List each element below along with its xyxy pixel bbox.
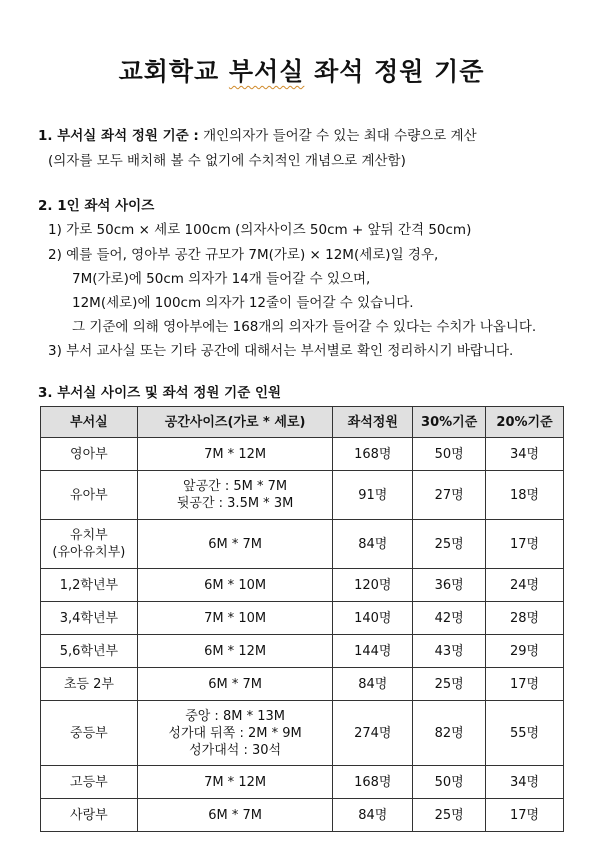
title-part2: 부서실: [228, 57, 305, 86]
cell-20pct: 24명: [486, 569, 564, 602]
cell-size: 6M * 7M: [137, 668, 333, 701]
seat-capacity-table: [40, 406, 564, 832]
cell-dept: 고등부: [41, 766, 138, 799]
cell-20pct: 17명: [486, 668, 564, 701]
cell-20pct: 34명: [486, 438, 564, 471]
cell-size: 7M * 12M: [137, 438, 333, 471]
section1-heading: 1. 부서실 좌석 정원 기준 :: [38, 128, 199, 144]
cell-size-line: 성가대 뒤쪽 : 2M * 9M: [168, 725, 302, 741]
cell-dept-line: (유아유치부): [52, 545, 126, 560]
section2-line1: 1) 가로 50cm × 세로 100cm (의자사이즈 50cm + 앞뒤 간격 50cm): [48, 222, 472, 238]
cell-size-line: 성가대석 : 30석: [189, 742, 282, 758]
section2-line3: 7M(가로)에 50cm 의자가 14개 들어갈 수 있으며,: [72, 271, 371, 287]
table-row: [41, 520, 564, 569]
cell-seats: 274명: [333, 701, 413, 766]
section2-line6: 3) 부서 교사실 또는 기타 공간에 대해서는 부서별로 확인 정리하시기 바랍니다.: [48, 343, 514, 359]
cell-20pct: 28명: [486, 602, 564, 635]
section2-heading: 2. 1인 좌석 사이즈: [38, 198, 155, 214]
cell-size: 7M * 10M: [137, 602, 333, 635]
table-row: [41, 602, 564, 635]
cell-size-line: 중앙 : 8M * 13M: [185, 708, 285, 724]
cell-size: 6M * 7M: [137, 799, 333, 832]
cell-30pct: 50명: [413, 766, 486, 799]
table-header-row: [41, 407, 564, 438]
cell-dept: 사랑부: [41, 799, 138, 832]
cell-30pct: 25명: [413, 520, 486, 569]
cell-dept-line: 유치부: [70, 528, 108, 543]
header-dept: 부서실: [41, 407, 138, 438]
cell-dept: [41, 520, 138, 569]
section2-line5: 그 기준에 의해 영아부에는 168개의 의자가 들어갈 수 있다는 수치가 나옵니다.: [72, 319, 537, 335]
cell-size: [137, 701, 333, 766]
cell-seats: 120명: [333, 569, 413, 602]
cell-size: 6M * 10M: [137, 569, 333, 602]
cell-30pct: 36명: [413, 569, 486, 602]
cell-30pct: 27명: [413, 471, 486, 520]
cell-seats: 144명: [333, 635, 413, 668]
table-row: [41, 635, 564, 668]
cell-dept: 영아부: [41, 438, 138, 471]
section1-line: [38, 124, 477, 144]
table-row: [41, 766, 564, 799]
title-part1: 교회학교: [118, 57, 220, 86]
cell-20pct: 18명: [486, 471, 564, 520]
page-title: [0, 52, 603, 88]
cell-dept: 1,2학년부: [41, 569, 138, 602]
header-seats: 좌석정원: [333, 407, 413, 438]
cell-size: [137, 471, 333, 520]
cell-20pct: 17명: [486, 799, 564, 832]
cell-20pct: 55명: [486, 701, 564, 766]
cell-seats: 91명: [333, 471, 413, 520]
cell-30pct: 82명: [413, 701, 486, 766]
table-row: [41, 438, 564, 471]
cell-dept: 3,4학년부: [41, 602, 138, 635]
title-part3: 좌석 정원 기준: [314, 57, 485, 86]
table-row: [41, 799, 564, 832]
cell-30pct: 43명: [413, 635, 486, 668]
cell-size: 6M * 7M: [137, 520, 333, 569]
cell-dept: 유아부: [41, 471, 138, 520]
cell-30pct: 25명: [413, 668, 486, 701]
cell-seats: 168명: [333, 438, 413, 471]
cell-seats: 84명: [333, 668, 413, 701]
cell-30pct: 25명: [413, 799, 486, 832]
cell-dept: 중등부: [41, 701, 138, 766]
cell-size: 7M * 12M: [137, 766, 333, 799]
table-row: [41, 701, 564, 766]
header-30pct: 30%기준: [413, 407, 486, 438]
table-row: [41, 569, 564, 602]
cell-seats: 84명: [333, 520, 413, 569]
cell-seats: 140명: [333, 602, 413, 635]
section3-heading: 3. 부서실 사이즈 및 좌석 정원 기준 인원: [38, 385, 282, 401]
table-row: [41, 668, 564, 701]
cell-20pct: 34명: [486, 766, 564, 799]
cell-dept: 5,6학년부: [41, 635, 138, 668]
cell-seats: 168명: [333, 766, 413, 799]
header-size: 공간사이즈(가로 * 세로): [137, 407, 333, 438]
header-20pct: 20%기준: [486, 407, 564, 438]
cell-size-line: 뒷공간 : 3.5M * 3M: [176, 496, 294, 511]
cell-20pct: 29명: [486, 635, 564, 668]
table-row: [41, 471, 564, 520]
cell-size: 6M * 12M: [137, 635, 333, 668]
section1-text: 개인의자가 들어갈 수 있는 최대 수량으로 계산: [198, 128, 477, 144]
section2-line2: 2) 예를 들어, 영아부 공간 규모가 7M(가로) × 12M(세로)일 경우,: [48, 247, 439, 263]
cell-30pct: 50명: [413, 438, 486, 471]
section2-line4: 12M(세로)에 100cm 의자가 12줄이 들어갈 수 있습니다.: [72, 295, 414, 311]
cell-size-line: 앞공간 : 5M * 7M: [183, 479, 288, 494]
cell-seats: 84명: [333, 799, 413, 832]
cell-dept: 초등 2부: [41, 668, 138, 701]
cell-20pct: 17명: [486, 520, 564, 569]
cell-30pct: 42명: [413, 602, 486, 635]
section1-note: (의자를 모두 배치해 볼 수 없기에 수치적인 개념으로 계산함): [48, 153, 406, 169]
